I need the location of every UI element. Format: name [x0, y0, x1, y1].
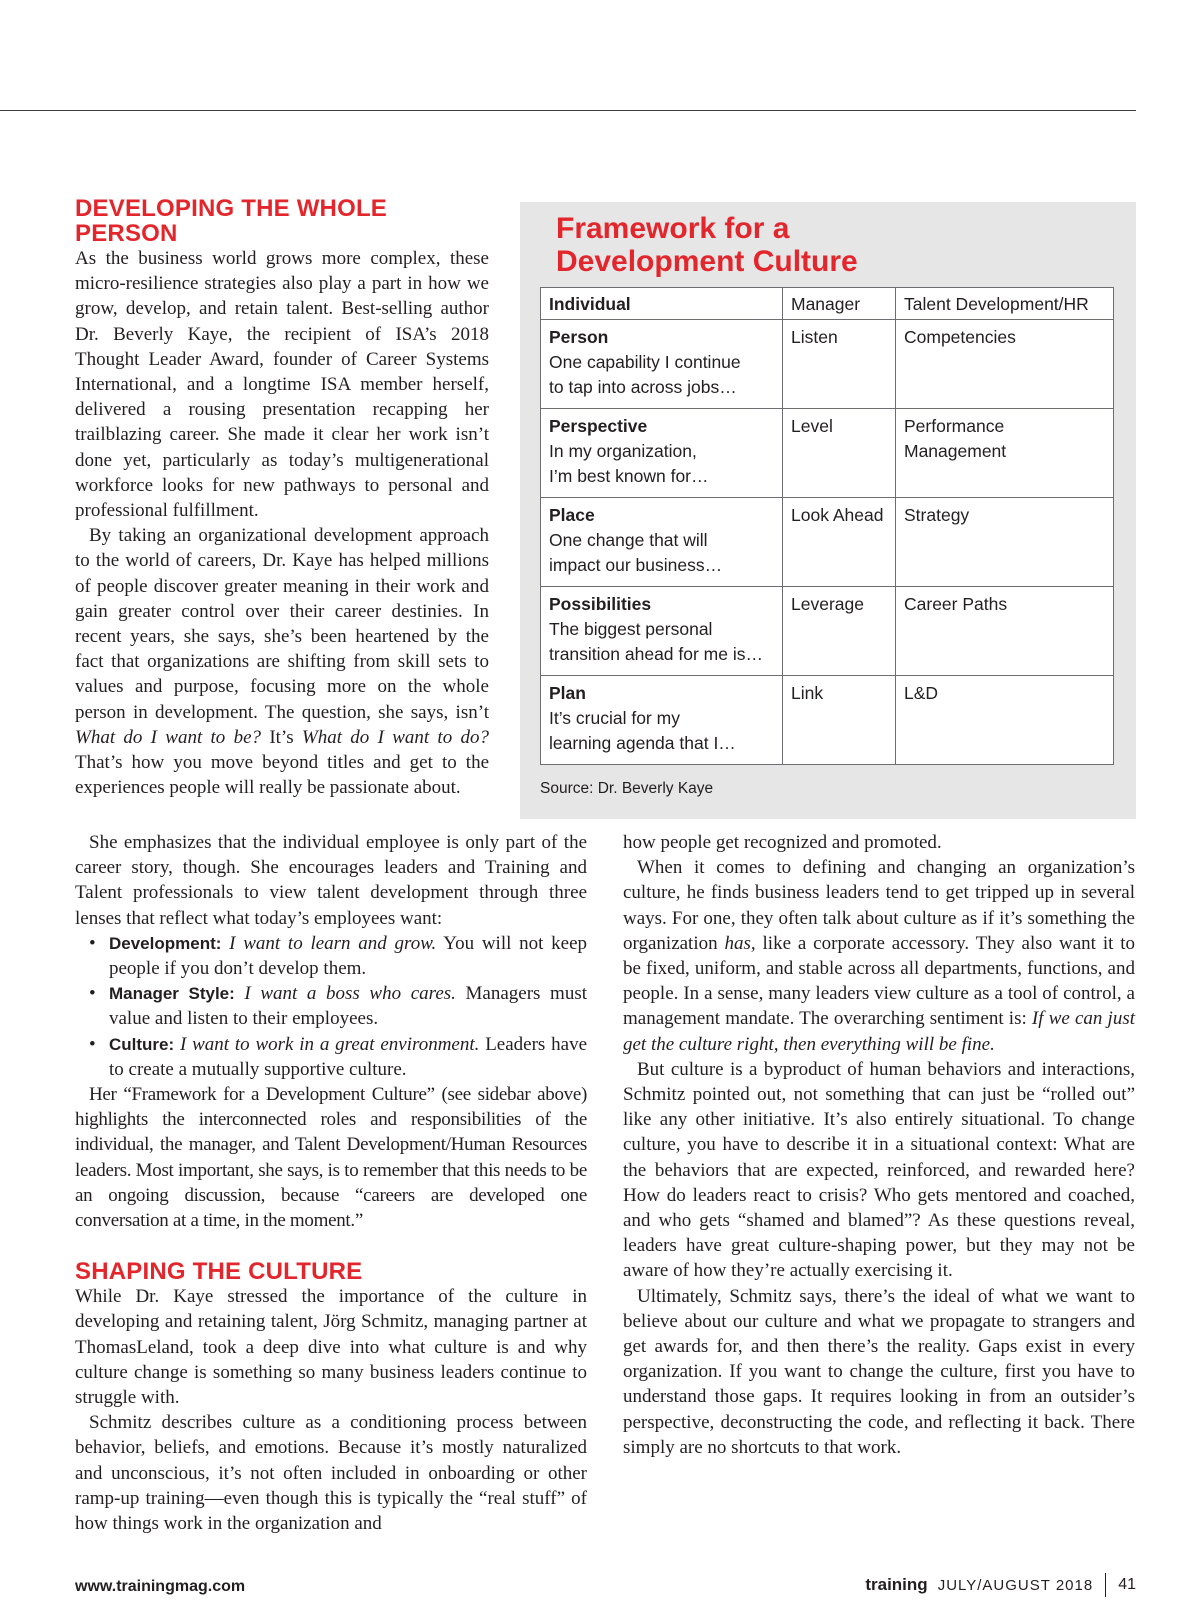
row-title: Place — [549, 505, 595, 525]
cell-individual — [541, 409, 783, 498]
sidebar-title — [556, 212, 858, 278]
table-row — [541, 409, 1114, 498]
table-row — [541, 587, 1114, 676]
paragraph: Ultimately, Schmitz says, there’s the ideal of what we want to believe about our culture and what we propagate to strangers and get awards for, and then there’s the reality. Gaps exist in every organization. If you want to change the culture, first you have to understand those gaps. It requires looking in from an outsider’s perspective, deconstructing the code, and reflecting it back. There simply are no shortcuts to that work. — [623, 1285, 1135, 1458]
issue-date: JULY/AUGUST 2018 — [937, 1576, 1094, 1594]
cell-talent — [896, 676, 1114, 765]
lens-quote: I want to work in a great environment. — [179, 1033, 480, 1055]
article-column-right — [623, 830, 1135, 1460]
header-individual: Individual — [541, 288, 783, 320]
table-row — [541, 498, 1114, 587]
row-desc: I’m best known for… — [549, 466, 709, 486]
framework-table — [540, 287, 1114, 765]
italic-quote: If we can just get the culture right, then everything will be fine. — [623, 1008, 1136, 1055]
footer-url: www.trainingmag.com — [75, 1578, 246, 1595]
lens-quote: I want to learn and grow. — [229, 932, 437, 954]
sidebar-title-line: Development Culture — [556, 245, 858, 278]
row-desc: to tap into across jobs… — [549, 377, 737, 397]
lens-text: Managers must value and listen to their employees. — [109, 983, 587, 1030]
list-item — [75, 981, 587, 1031]
row-desc: It’s crucial for my — [549, 708, 680, 728]
lens-quote: I want a boss who cares. — [244, 983, 456, 1005]
footer-folio — [865, 1573, 1136, 1597]
row-desc: learning agenda that I… — [549, 733, 736, 753]
section-heading-shaping-culture: SHAPING THE CULTURE — [75, 1258, 363, 1286]
section-heading-whole-person: DEVELOPING THE WHOLE PERSON — [75, 195, 388, 247]
row-desc: transition ahead for me is… — [549, 644, 763, 664]
lens-label: Culture: — [109, 1034, 175, 1054]
paragraph: As the business world grows more complex, these micro-resilience strategies also play a part in how we grow, develop, and retain talent. Best-selling author Dr. Beverly Kaye, the recipient of ISA’s 2018 Thought Leader Award, founder of Career Systems International, and a longtime ISA member herself, delivered a rousing presentation recapping her trailblazing career. She made it clear her work isn’t done yet, particularly as today’s multigenerational workforce looks for new pathways to personal and professional fulfillment. — [75, 248, 489, 522]
row-title: Possibilities — [549, 594, 652, 614]
magazine-name: training — [865, 1575, 928, 1594]
cell-individual — [541, 587, 783, 676]
row-desc: In my organization, — [549, 441, 697, 461]
page-number: 41 — [1118, 1576, 1136, 1593]
bullet: • — [89, 983, 96, 1005]
cell-talent — [896, 320, 1114, 409]
paragraph: While Dr. Kaye stressed the importance of the culture in developing and retaining talent, Jörg Schmitz, managing partner at ThomasLeland, took a deep dive into what culture is and why culture change is something so many business leaders continue to struggle with. — [75, 1286, 587, 1409]
folio-divider — [1105, 1573, 1106, 1597]
paragraph: how people get recognized and promoted. — [623, 832, 942, 853]
italic-word: has, — [724, 932, 756, 954]
list-item — [75, 1032, 587, 1082]
cell-manager: Listen — [783, 320, 896, 409]
text-run: like a corporate accessory. They also want it to be fixed, uniform, and stable across all departments, functions, and people. In a sense, many leaders view culture as a tool of control, a management mandate. The overarching sentiment is: — [623, 932, 1136, 1030]
lens-text: Leaders have to create a mutually supportive culture. — [109, 1033, 588, 1080]
lens-label: Development: — [109, 933, 222, 953]
paragraph: Schmitz describes culture as a conditioning process between behavior, beliefs, and emotions. Because it’s mostly naturalized and unconscious, it’s not often included in onboarding or other ramp-up training—even though this is typically the “real stuff” of how things work in the organization and — [75, 1412, 587, 1535]
paragraph: But culture is a byproduct of human behaviors and interactions, Schmitz pointed out, not something that can just be “rolled out” like any other initiative. It’s also entirely situational. To change culture, you have to describe it in a situational context: What are the behaviors that are expected, reinforced, and rewarded here? How do leaders react to crisis? Who gets mentored and coached, and who gets “shamed and blamed”? As these questions reveal, leaders have great culture-shaping power, but they may not be aware of how they’re actually exercising it. — [623, 1058, 1135, 1282]
talent-text: Competencies — [904, 327, 1016, 347]
row-title: Plan — [549, 683, 586, 703]
italic-quote: What do I want to do? — [301, 726, 490, 748]
lens-text: You will not keep people if you don’t develop them. — [109, 932, 588, 980]
sidebar-source: Source: Dr. Beverly Kaye — [540, 780, 714, 797]
cell-individual — [541, 320, 783, 409]
paragraph: Her “Framework for a Development Culture” (see sidebar above) highlights the interconnected roles and responsibilities of the individual, the manager, and Talent Development/Human Resources leaders. Most important, she says, is to remember that this needs to be an ongoing discussion, because “careers are developed one conversation at a time, in the moment.” — [75, 1084, 587, 1232]
row-desc: The biggest personal — [549, 619, 713, 639]
paragraph: She emphasizes that the individual employee is only part of the career story, though. She encourages leaders and Training and Talent professionals to view talent development through three lenses that reflect what today’s employees want: — [75, 832, 587, 929]
cell-individual — [541, 498, 783, 587]
row-title: Perspective — [549, 416, 648, 436]
talent-text: Management — [904, 441, 1007, 461]
row-title: Person — [549, 327, 609, 347]
cell-talent — [896, 587, 1114, 676]
bullet: • — [89, 1033, 96, 1055]
table-header-row — [541, 288, 1114, 320]
paragraph — [623, 855, 1135, 1057]
row-desc: One capability I continue — [549, 352, 741, 372]
cell-talent — [896, 498, 1114, 587]
talent-text: L&D — [904, 683, 939, 703]
cell-manager: Leverage — [783, 587, 896, 676]
cell-individual — [541, 676, 783, 765]
talent-text: Strategy — [904, 505, 970, 525]
table-row — [541, 676, 1114, 765]
bullet: • — [89, 932, 96, 954]
header-manager: Manager — [783, 288, 896, 320]
list-item — [75, 931, 587, 981]
article-column-left-top — [75, 196, 489, 800]
sidebar-title-line: Framework for a — [556, 212, 790, 245]
text-run: It’s — [269, 726, 294, 748]
header-talent: Talent Development/HR — [896, 288, 1114, 320]
table-row — [541, 320, 1114, 409]
top-rule — [0, 110, 1136, 111]
row-desc: impact our business… — [549, 555, 723, 575]
paragraph — [75, 523, 489, 800]
lens-label: Manager Style: — [109, 984, 235, 1004]
text-run: When it comes to defining and changing an organization’s culture, he finds business leaders tend to get tripped up in several ways. For one, they often talk about culture as if it’s something the organization — [623, 857, 1135, 954]
row-desc: One change that will — [549, 530, 708, 550]
framework-sidebar — [520, 202, 1136, 819]
talent-text: Career Paths — [904, 594, 1008, 614]
talent-text: Performance — [904, 416, 1005, 436]
text-run: That’s how you move beyond titles and get to the experiences people will really be passionate about. — [75, 752, 489, 799]
article-column-left-bottom — [75, 830, 587, 1536]
cell-manager: Link — [783, 676, 896, 765]
italic-quote: What do I want to be? — [75, 726, 262, 748]
text-run: By taking an organizational development approach to the world of careers, Dr. Kaye has helped millions of people discover greater meaning in their work and gain greater control over their career destinies. In recent years, she says, she’s been heartened by the fact that organizations are shifting from skill sets to values and purpose, focusing more on the whole person in development. The question, she says, isn’t — [75, 525, 489, 723]
cell-manager: Look Ahead — [783, 498, 896, 587]
cell-talent — [896, 409, 1114, 498]
lens-list — [75, 931, 587, 1082]
cell-manager: Level — [783, 409, 896, 498]
